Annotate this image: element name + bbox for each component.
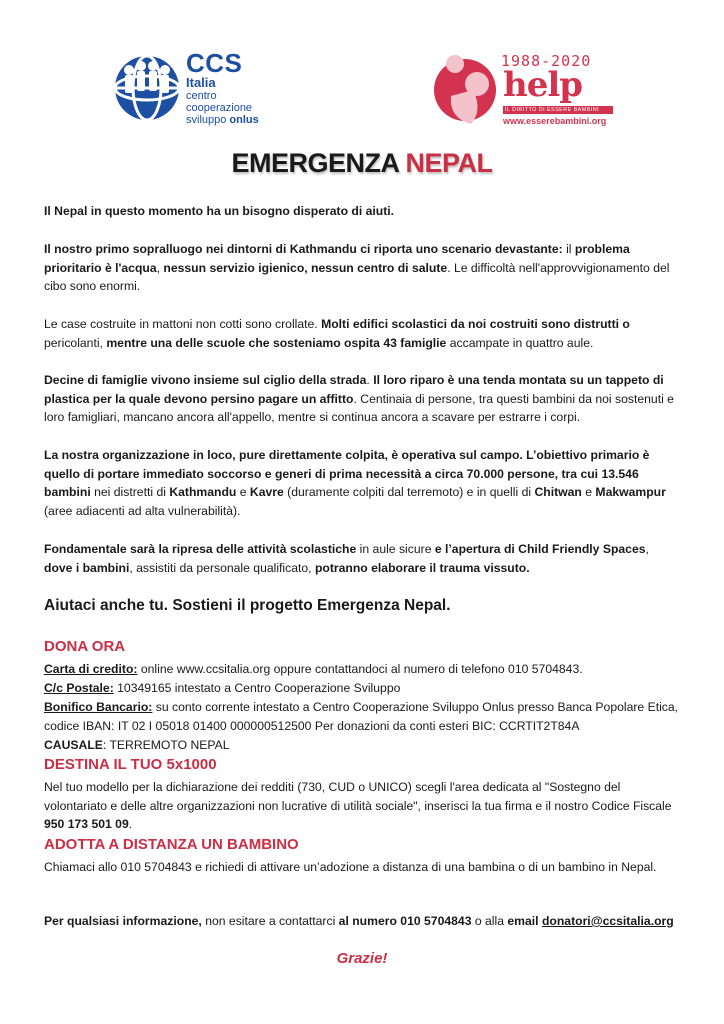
bonifico-text: su conto corrente intestato a Centro Cooperazione Sviluppo Onlus presso Banca Popolare Etica,: [152, 700, 679, 714]
info-text-2: o alla: [471, 914, 508, 928]
ccs-logo-name: CCS: [186, 48, 243, 78]
mother-child-icon: [433, 50, 503, 130]
cc-label: C/c Postale:: [44, 681, 114, 695]
page-title: [0, 148, 724, 179]
p3-bold-1: Decine di famiglie vivono insieme sul ciglio della strada: [44, 373, 367, 387]
card-text: online www.ccsitalia.org oppure contattandoci al numero di telefono 010 5704843.: [137, 662, 583, 676]
p1-bold-2: problema prioritario è l'acqua: [44, 242, 630, 275]
help-logo: [433, 50, 613, 130]
p5-bold-3: dove i bambini: [44, 560, 130, 575]
p2-bold-2: mentre una delle scuole che sosteniamo ospita 43 famiglie: [106, 335, 447, 350]
p5-bold-4: potranno elaborare il trauma vissuto.: [314, 560, 530, 575]
p4-text-1: nei distretti di: [90, 485, 170, 500]
p4-bold-3: Kavre: [249, 485, 284, 500]
destina-paragraph: [44, 778, 684, 834]
info-phone: al numero 010 5704843: [338, 914, 472, 928]
dona-cc-line: [44, 679, 684, 698]
p5-text-1: in aule sicure: [356, 542, 435, 556]
bonifico-label: Bonifico Bancario:: [44, 700, 153, 714]
intro-text: Il Nepal in questo momento ha un bisogno disperato di aiuti.: [44, 204, 395, 218]
p4-bold-2: Kathmandu: [169, 485, 237, 500]
dona-iban-line: codice IBAN: IT 02 I 05018 01400 000000512500 Per donazioni da conti esteri BIC: CCRTIT2T84A: [44, 719, 580, 733]
email-link[interactable]: donatori@ccsitalia.org: [541, 914, 674, 928]
adotta-heading: ADOTTA A DISTANZA UN BAMBINO: [44, 836, 299, 853]
paragraph-1: [44, 240, 680, 296]
codice-fiscale: 950 173 501 09: [44, 817, 129, 832]
p3-text-1: .: [366, 373, 374, 387]
p1-text-3: . Le difficoltà nell'approvvigionamento del cibo sono enormi.: [44, 260, 670, 294]
destina-end: .: [128, 817, 133, 832]
paragraph-4: [44, 446, 680, 520]
help-url: www.esserebambini.org: [503, 116, 607, 126]
help-years: 1988-2020: [501, 52, 592, 70]
cta-heading: Aiutaci anche tu. Sostieni il progetto Emergenza Nepal.: [44, 597, 451, 614]
paragraph-2: [44, 315, 680, 352]
p2-bold-1: Molti edifici scolastici da noi costruiti sono distrutti o: [321, 317, 630, 331]
causale-label: CAUSALE: [44, 738, 103, 752]
title-part1: EMERGENZA: [231, 148, 399, 178]
info-bold-email: email: [507, 914, 539, 928]
ccs-logo-onlus: onlus: [229, 114, 259, 126]
p1-text-1: il: [562, 242, 575, 256]
ccs-logo: [112, 48, 282, 128]
ccs-logo-line2: cooperazione: [186, 102, 253, 114]
adotta-text: Chiamaci allo 010 5704843 e richiedi di attivare un’adozione a distanza di una bambina o di un bambino in Nepal.: [44, 860, 657, 874]
p2-text-1: Le case costruite in mattoni non cotti sono crollate.: [44, 317, 322, 331]
dona-causale-line: [44, 736, 684, 755]
p4-text-4: e: [581, 485, 596, 500]
p4-text-5: (aree adiacenti ad alta vulnerabilità).: [44, 503, 241, 518]
p1-text-2: ,: [156, 260, 164, 275]
globe-people-icon: [112, 48, 182, 126]
dona-heading: DONA ORA: [44, 638, 126, 655]
p4-bold-4: Chitwan: [534, 485, 582, 500]
card-label: Carta di credito:: [44, 662, 138, 676]
destina-heading: DESTINA IL TUO 5x1000: [44, 756, 217, 773]
help-tagline: IL DIRITTO DI ESSERE BAMBINI: [503, 106, 613, 114]
p2-text-2: pericolanti,: [44, 335, 107, 350]
p1-bold-1: Il nostro primo sopralluogo nei dintorni di Kathmandu ci riporta uno scenario devastante:: [44, 242, 563, 256]
info-bold-1: Per qualsiasi informazione,: [44, 914, 202, 928]
dona-card-line: [44, 660, 684, 679]
ccs-logo-line1: centro: [186, 90, 217, 102]
paragraph-3: [44, 371, 680, 427]
dona-bonifico-line: [44, 698, 684, 717]
p4-text-2: e: [236, 485, 250, 500]
destina-text: Nel tuo modello per la dichiarazione dei redditi (730, CUD o UNICO) scegli l'area dedicata al "Sostegno del volontariato e delle altre organizzazioni non lucrative di utilità sociale", inserisci la tua firma e il nostro Codice Fiscale: [44, 780, 672, 813]
p5-text-3: , assistiti da personale qualificato,: [129, 560, 315, 575]
info-line: [44, 912, 684, 931]
p5-bold-1: Fondamentale sarà la ripresa delle attività scolastiche: [44, 542, 357, 556]
p1-bold-3: nessun servizio igienico, nessun centro di salute: [163, 260, 448, 275]
p2-text-3: accampate in quattro aule.: [446, 335, 594, 350]
intro-paragraph: [44, 202, 680, 221]
title-part2: NEPAL: [405, 148, 493, 178]
info-text-1: non esitare a contattarci: [201, 914, 339, 928]
paragraph-5: [44, 540, 680, 577]
ccs-logo-subtitle: Italia: [186, 75, 216, 90]
p3-bold-2: Il loro riparo è una tenda montata su un tappeto di plastica per la quale devono persino pagare un affitto: [44, 373, 664, 406]
p4-text-3: (duramente colpiti dal terremoto) e in quelli di: [283, 485, 535, 500]
causale-text: : TERREMOTO NEPAL: [102, 738, 230, 752]
p3-text-2: . Centinaia di persone, tra questi bambini da noi sostenuti e loro famigliari, mancano ancora all'appello, mentre si continua ancora a scavare per estrarre i corpi.: [44, 391, 674, 425]
p5-bold-2: e l’apertura di Child Friendly Spaces: [434, 542, 646, 556]
help-word: help: [503, 65, 583, 105]
cc-text: 10349165 intestato a Centro Cooperazione Sviluppo: [113, 681, 401, 695]
ccs-logo-line3: sviluppo: [186, 114, 227, 126]
p4-bold-1: La nostra organizzazione in loco, pure direttamente colpita, è operativa sul campo. L’obiettivo primario è quello di portare immediato soccorso e generi di prima necessità a circa 70.000 persone, tra cui 13.546 bambini: [44, 448, 650, 500]
p4-bold-5: Makwampur: [595, 485, 666, 500]
grazie-text: Grazie!: [336, 950, 388, 967]
p5-text-2: ,: [645, 542, 649, 556]
